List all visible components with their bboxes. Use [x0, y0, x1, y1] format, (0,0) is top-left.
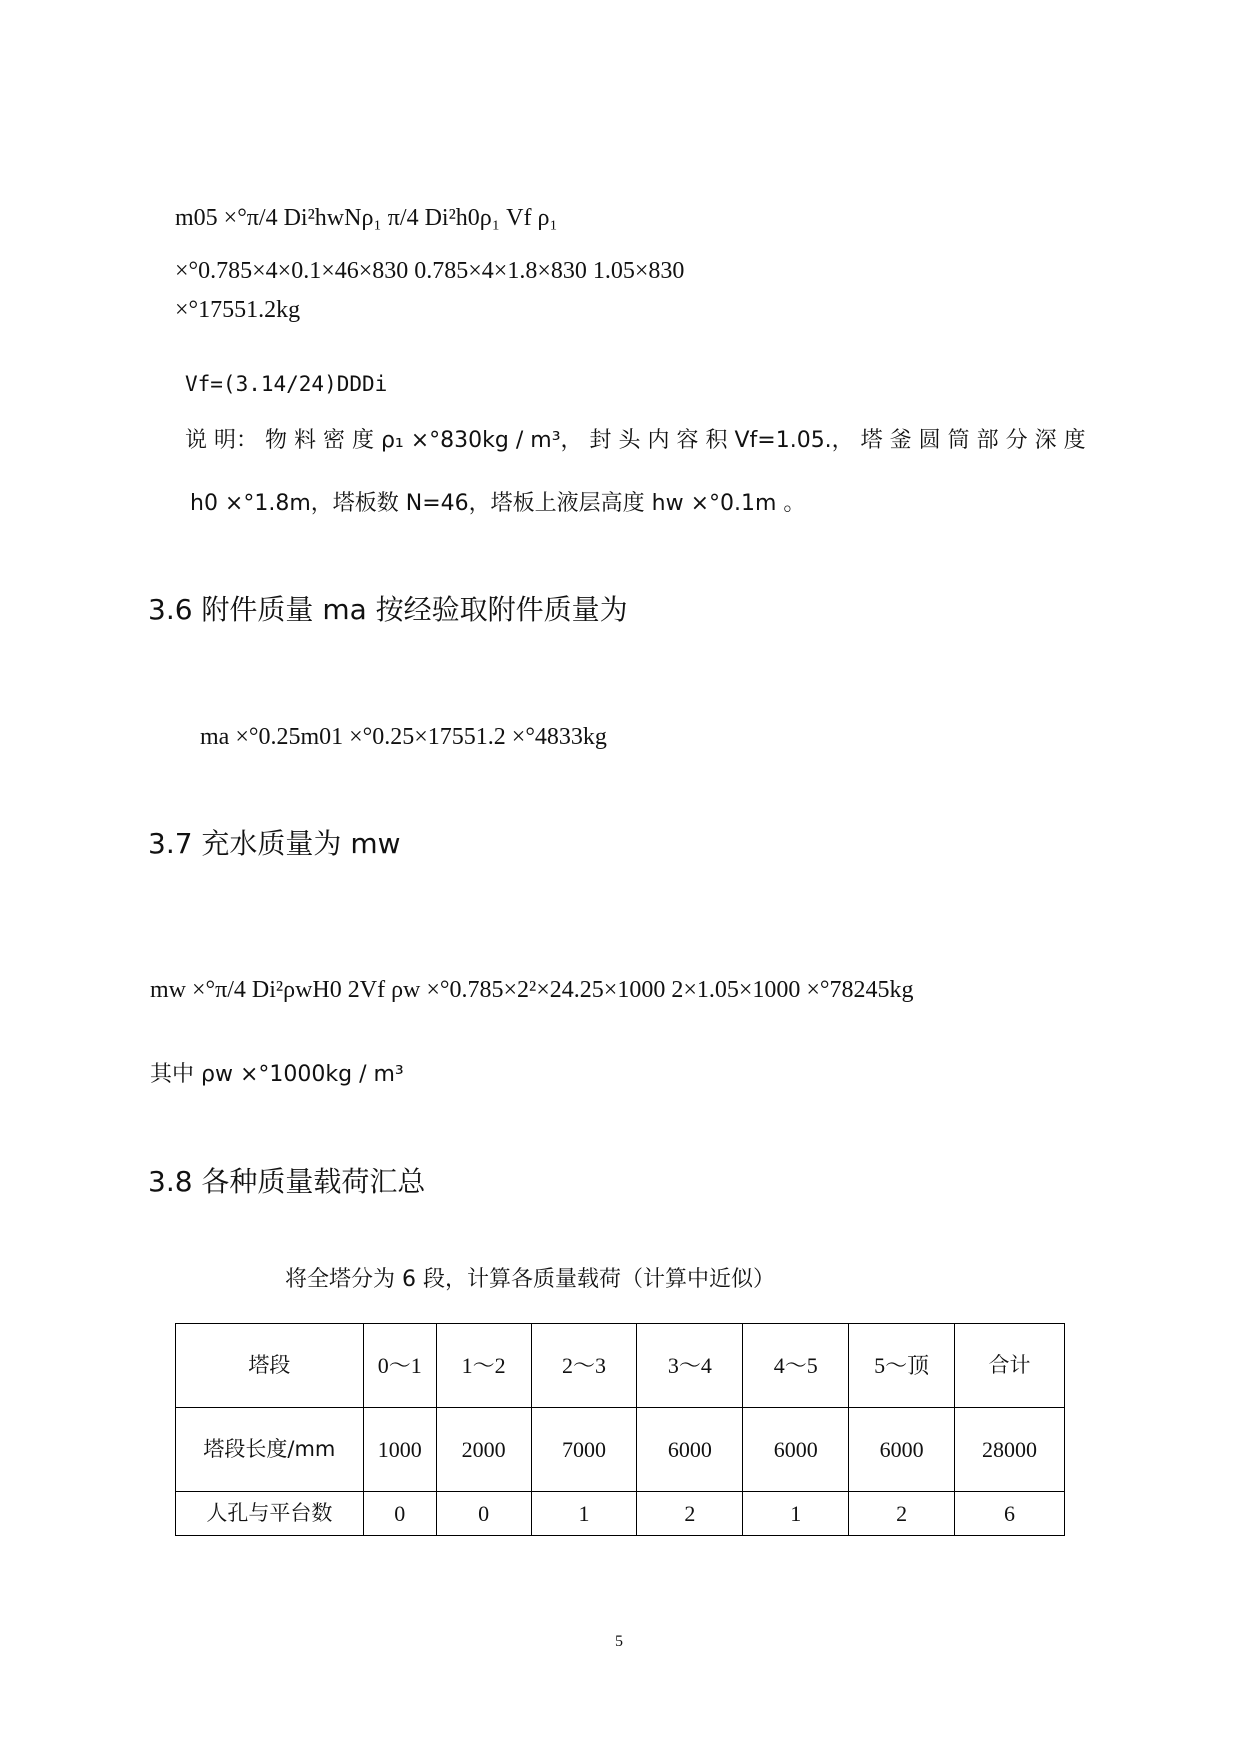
- table-cell: 塔段长度/mm: [176, 1408, 364, 1492]
- table-cell: 6000: [637, 1408, 743, 1492]
- table-cell: 2～3: [531, 1324, 637, 1408]
- section-3-7-note: 其中 ρw ×°1000kg / m³: [150, 1062, 404, 1087]
- equation-m05-line3: ×°17551.2kg: [175, 297, 301, 323]
- table-row: [176, 1324, 1065, 1408]
- vf-formula: Vf=(3.14/24)DDDi: [185, 372, 388, 396]
- table-cell: 0: [363, 1492, 436, 1536]
- table-row: [176, 1492, 1065, 1536]
- table-row: [176, 1408, 1065, 1492]
- page-number: 5: [615, 1633, 623, 1650]
- table-cell: 6000: [743, 1408, 849, 1492]
- table-cell: 0～1: [363, 1324, 436, 1408]
- equation-m05-line1: m05 ×°π/4 Di²hwNρ₁ π/4 Di²h0ρ₁ Vf ρ₁: [175, 205, 558, 231]
- section-3-6-equation: ma ×°0.25m01 ×°0.25×17551.2 ×°4833kg: [200, 724, 607, 750]
- table-cell: 6000: [849, 1408, 955, 1492]
- table-cell: 合计: [955, 1324, 1065, 1408]
- explanation-line1: 说 明： 物 料 密 度 ρ₁ ×°830kg / m³， 封 头 内 容 积 Vf=1.05.， 塔 釜 圆 筒 部 分 深 度: [185, 428, 1086, 453]
- table-cell: 6: [955, 1492, 1065, 1536]
- table-cell: 1～2: [436, 1324, 531, 1408]
- table-cell: 人孔与平台数: [176, 1492, 364, 1536]
- section-3-8-intro: 将全塔分为 6 段，计算各质量载荷（计算中近似）: [285, 1267, 775, 1292]
- table-cell: 0: [436, 1492, 531, 1536]
- table-cell: 2: [849, 1492, 955, 1536]
- table-cell: 2000: [436, 1408, 531, 1492]
- mass-load-table: [175, 1323, 1065, 1536]
- section-3-6-heading: 3.6 附件质量 ma 按经验取附件质量为: [148, 593, 628, 626]
- section-3-8-heading: 3.8 各种质量载荷汇总: [148, 1165, 426, 1198]
- table-cell: 3～4: [637, 1324, 743, 1408]
- table-cell: 5～顶: [849, 1324, 955, 1408]
- table-cell: 塔段: [176, 1324, 364, 1408]
- table-cell: 1: [743, 1492, 849, 1536]
- equation-m05-line2: ×°0.785×4×0.1×46×830 0.785×4×1.8×830 1.05×830: [175, 258, 685, 284]
- section-3-7-equation: mw ×°π/4 Di²ρwH0 2Vf ρw ×°0.785×2²×24.25×1000 2×1.05×1000 ×°78245kg: [150, 977, 914, 1003]
- table-cell: 7000: [531, 1408, 637, 1492]
- explanation-line2: h0 ×°1.8m，塔板数 N=46，塔板上液层高度 hw ×°0.1m 。: [190, 491, 806, 516]
- table-cell: 1: [531, 1492, 637, 1536]
- table-cell: 1000: [363, 1408, 436, 1492]
- table-cell: 28000: [955, 1408, 1065, 1492]
- section-3-7-heading: 3.7 充水质量为 mw: [148, 827, 401, 860]
- table-cell: 4～5: [743, 1324, 849, 1408]
- table-cell: 2: [637, 1492, 743, 1536]
